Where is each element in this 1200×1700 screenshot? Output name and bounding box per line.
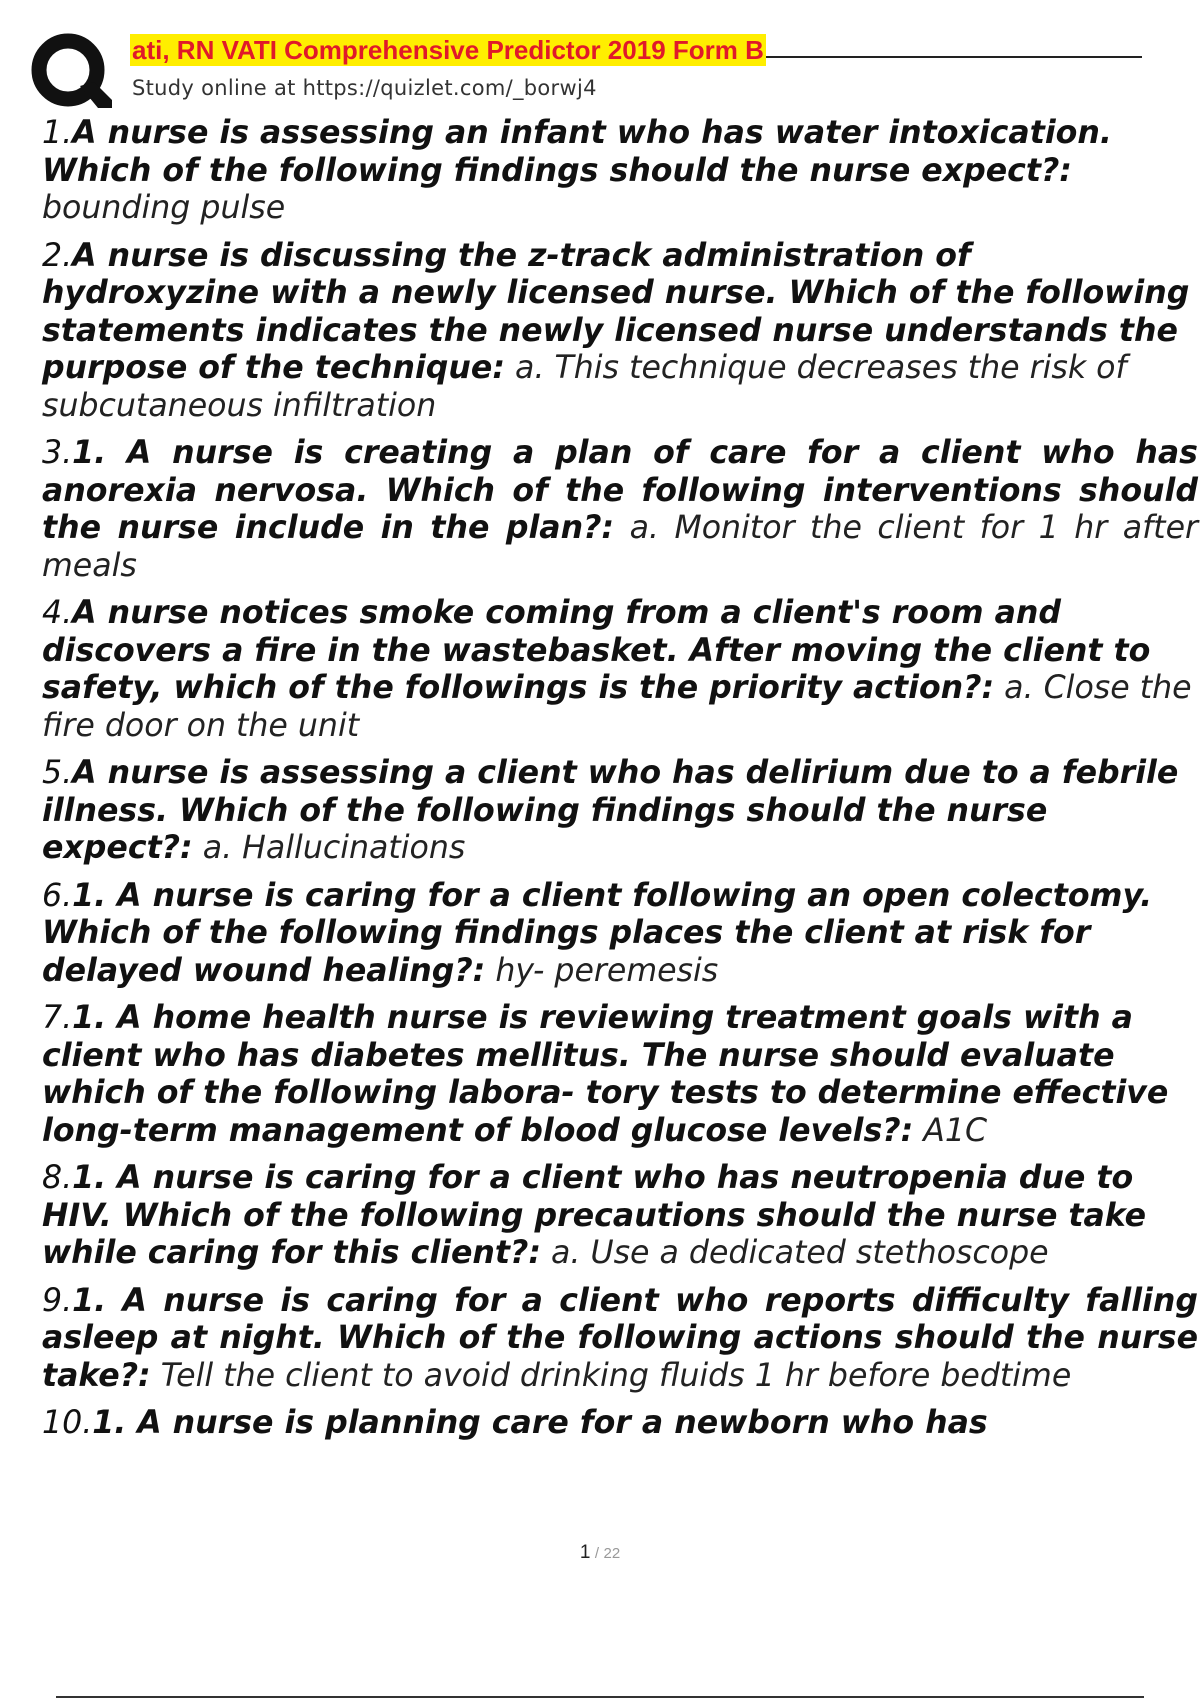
qa-item — [42, 755, 1198, 868]
answer-text: a. Close the fire door on the unit — [42, 670, 1192, 744]
question-text: 1. A home health nurse is reviewing treatment goals with a client who has diabetes mellitus. The nurse should evaluate which of the following labora- tory tests to determine effective long-term management of blood glucose levels?: — [42, 1000, 1169, 1149]
qa-item — [42, 238, 1198, 426]
current-page: 1 — [579, 1542, 591, 1563]
item-number: 9. — [42, 1282, 73, 1319]
answer-text: Tell the client to avoid drinking fluids 1 hr before bedtime — [160, 1357, 1072, 1394]
qa-item — [42, 595, 1198, 745]
answer-text: bounding pulse — [42, 190, 286, 226]
question-text: A nurse notices smoke coming from a client's room and discovers a fire in the wastebasket. After moving the client to safety, which of the followings is the priority action?: — [42, 595, 1151, 706]
question-text: 1. A nurse is planning care for a newborn who has — [92, 1405, 988, 1441]
item-number: 5. — [42, 755, 73, 791]
page-separator: / — [594, 1545, 600, 1562]
qa-item — [42, 435, 1198, 585]
page-indicator — [0, 1542, 1200, 1564]
item-number: 4. — [42, 595, 73, 631]
footer-rule — [56, 1696, 1144, 1698]
qa-list — [42, 115, 1198, 1453]
question-text: 1. A nurse is creating a plan of care for a client who has anorexia nervosa. Which of the following interventions should the nurse include in the plan?: — [42, 435, 1198, 546]
item-number: 7. — [42, 1000, 73, 1036]
answer-text: a. Hallucinations — [202, 830, 466, 866]
item-number: 6. — [42, 877, 73, 914]
answer-text: A1C — [923, 1112, 988, 1149]
qa-item — [42, 1405, 1198, 1443]
question-text: A nurse is discussing the z-track administration of hydroxyzine with a newly licensed nurse. Which of the following statements indicates the newly licensed nurse understands the purpose of the technique: — [42, 237, 1190, 386]
item-number: 10. — [42, 1405, 93, 1441]
qa-item — [42, 1283, 1198, 1396]
question-text: A nurse is assessing an infant who has water intoxication. Which of the following findings should the nurse expect?: — [42, 115, 1112, 189]
question-text: 1. A nurse is caring for a client who has neutropenia due to HIV. Which of the following precautions should the nurse take while caring for this client?: — [42, 1160, 1147, 1271]
item-number: 2. — [42, 237, 73, 274]
answer-text: hy- peremesis — [495, 952, 719, 989]
answer-text: a. Monitor the client for 1 hr after meals — [42, 510, 1199, 584]
quizlet-logo-icon — [30, 30, 114, 114]
item-number: 1. — [42, 115, 73, 151]
question-text: 1. A nurse is caring for a client following an open colectomy. Which of the following findings places the client at risk for delayed wound healing?: — [42, 877, 1153, 989]
answer-text: a. This technique decreases the risk of subcutaneous infiltration — [42, 350, 1127, 424]
document-header — [130, 34, 1142, 70]
total-pages: 22 — [603, 1545, 621, 1562]
item-number: 3. — [42, 435, 73, 471]
qa-item — [42, 115, 1198, 228]
qa-item — [42, 1000, 1198, 1150]
answer-text: a. Use a dedicated stethoscope — [551, 1235, 1049, 1271]
study-online-link[interactable]: Study online at https://quizlet.com/_borwj4 — [132, 76, 597, 100]
question-text: A nurse is assessing a client who has delirium due to a febrile illness. Which of the following findings should the nurse expect?: — [42, 755, 1179, 866]
qa-item — [42, 1160, 1198, 1273]
qa-item — [42, 878, 1198, 991]
item-number: 8. — [42, 1160, 73, 1196]
question-text: 1. A nurse is caring for a client who reports difficulty falling asleep at night. Which of the following actions should the nurse take?: — [42, 1282, 1198, 1394]
document-title: ati, RN VATI Comprehensive Predictor 2019 Form B — [132, 35, 764, 65]
